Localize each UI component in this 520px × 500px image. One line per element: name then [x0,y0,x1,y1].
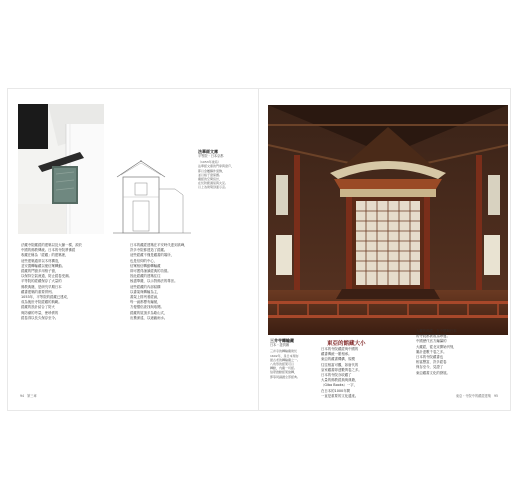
door-photo [18,104,104,234]
text-line: 日本的寺院藏經與中國的 [321,347,359,351]
text-line: 在日本的1000年間 [321,388,350,393]
text-line: 許多寺院都建造了經藏。 [130,248,168,253]
text-line: 這些經藏不僅是藏書的場所， [130,253,175,258]
text-line: 因此經藏的建築往往 [130,274,161,279]
right-caption-line: 轉動，內藏一切經。 [270,366,298,371]
left-caption-line: 並以格子窗保護。 [198,172,223,177]
text-line: 相當豐富，許多經卷 [416,360,447,365]
text-line: 1053年，平等院的經藏已建成， [21,295,71,300]
text-line: 以書架與轉輪為主， [130,289,161,294]
running-head: 東亞・寺院中的藏經建築 [455,394,491,398]
text-line: 累計達數千卷之多。 [416,349,447,354]
text-line: 這些經藏的內部結構 [130,284,161,289]
text-line: 日本的藏經建築在平安時代達到高峰， [130,243,188,247]
right-page [259,89,510,410]
left-caption-line: 在於防範濕氣與火災。 [198,181,229,186]
text-line: 東亞的藏書機構，規模 [321,357,355,362]
text-line: （Gibo Books）一字， [321,383,358,388]
left-caption-line: 法華經文庫的門扉與窗戶， [198,164,235,169]
text-line: 也是信仰的中心， [130,258,158,263]
text-line: 日本的寺院藏書也 [416,355,444,360]
text-line: 東亞藏書文化的發展。 [416,370,450,375]
left-page [8,89,259,410]
left-body-column-2 [130,243,248,321]
kura-elevation-drawing [111,149,197,237]
text-line: 藏書傳統一脈相承。 [321,352,352,357]
right-caption-title: 三井寺轉輪藏 [270,338,294,343]
text-line: 的寺院都被視為珍寶。 [416,334,450,339]
right-caption-line: 三井寺的轉輪藏建於 [270,349,298,354]
right-caption-line: 1602年，是日本現存 [270,353,299,358]
left-caption-line: （1053年建造） [198,160,221,165]
text-line: 保存至今，見證了 [416,365,444,370]
text-line: 經藏的門窗多用格子窗， [21,269,59,274]
text-line: 經藏的屋頂多為歇山式， [130,310,168,315]
text-line: 經藏的設計結合了防火 [21,305,55,310]
text-line: 大量的佛教經典與典籍， [321,378,359,383]
text-line: 一直是重要的文化遺產。 [321,393,359,398]
page-number: 95 [493,394,498,398]
left-caption-title: 法華經文庫 [198,149,218,154]
text-line: 皇家藏書即達數萬卷之多。 [321,367,362,372]
right-caption [270,339,312,379]
text-line: 經卷得以長久保存至今。 [21,315,59,320]
text-line: 信眾相信轉動轉輪藏 [130,263,161,268]
text-line: 入藏的佛經，在中國與日本 [416,329,457,333]
chapter-label: 第三章 [27,394,37,398]
page-number: 94 [20,394,25,398]
text-line: 即可獲得誦讀經典的功德。 [130,269,171,274]
right-caption-line: 即等同誦讀全部經典。 [270,374,301,379]
text-line: 往往相當可觀，如唐代的 [321,362,359,367]
text-line: 並安置轉輪藏以便信眾轉動。 [21,263,66,268]
left-folio [20,393,37,398]
left-caption-line: 藏經的空間設計， [198,177,223,182]
section-heading: 東亞的館藏大小 [327,341,366,347]
right-body-column-1 [321,347,411,399]
text-line: 這些建築通常以木材構造， [21,258,62,263]
left-caption-subtitle: 平等院・日本京都 [198,154,224,158]
right-caption-line: 信眾推動經架旋轉， [270,370,298,375]
text-line: 日本的寺院亦收藏了 [321,373,352,378]
book-spread [8,89,510,410]
text-line: 藏書建築的重要實例。 [21,289,55,294]
right-caption-subtitle: 日本・滋賀縣 [270,343,290,348]
text-line: 極盡華麗，以示對佛法的尊崇。 [130,279,178,284]
text-line: 與防潮的考量，使珍貴的 [21,310,59,315]
right-caption-line: 最古老的轉輪藏之一。 [270,357,301,362]
text-line: 法藏寺院藏經的建築以及大鐘一樣，源於 [21,243,83,247]
left-caption [198,149,244,190]
left-caption-line: 都以金屬鑄件裝飾， [198,168,226,173]
text-line: 每一函都標有編號， [130,300,161,305]
text-line: 方便僧侶查找與取閱。 [130,305,164,310]
text-line: 中國的佛教傳統。日本的寺院將佛經 [21,248,76,253]
revolving-sutra-repository-photo [268,105,508,335]
text-line: 以保持空氣流通，防止經卷受潮。 [21,274,72,279]
text-line: 收藏在稱為「經藏」的建築裡， [21,253,69,258]
text-line: 大藏經，從北宋開始刊刻， [416,344,457,349]
text-line: 書架上排列著經函， [130,295,161,300]
right-folio [456,393,498,398]
text-line: 出簷深遠，以遮蔽雨水。 [130,315,168,320]
text-line: 成為後世寺院經藏的典範。 [21,300,62,305]
text-line: 佛教典籍，是研究早期日本 [21,284,62,289]
left-caption-line: 以上為建築剖面示意。 [198,185,229,190]
right-body-column-2 [416,329,500,376]
right-caption-line: 八角形的經架可以 [270,362,295,367]
text-line: 平等院的經藏保存了大量的 [21,279,62,284]
left-body-column-1 [21,243,125,321]
text-line: 中國歷代官方編纂的 [416,339,447,344]
